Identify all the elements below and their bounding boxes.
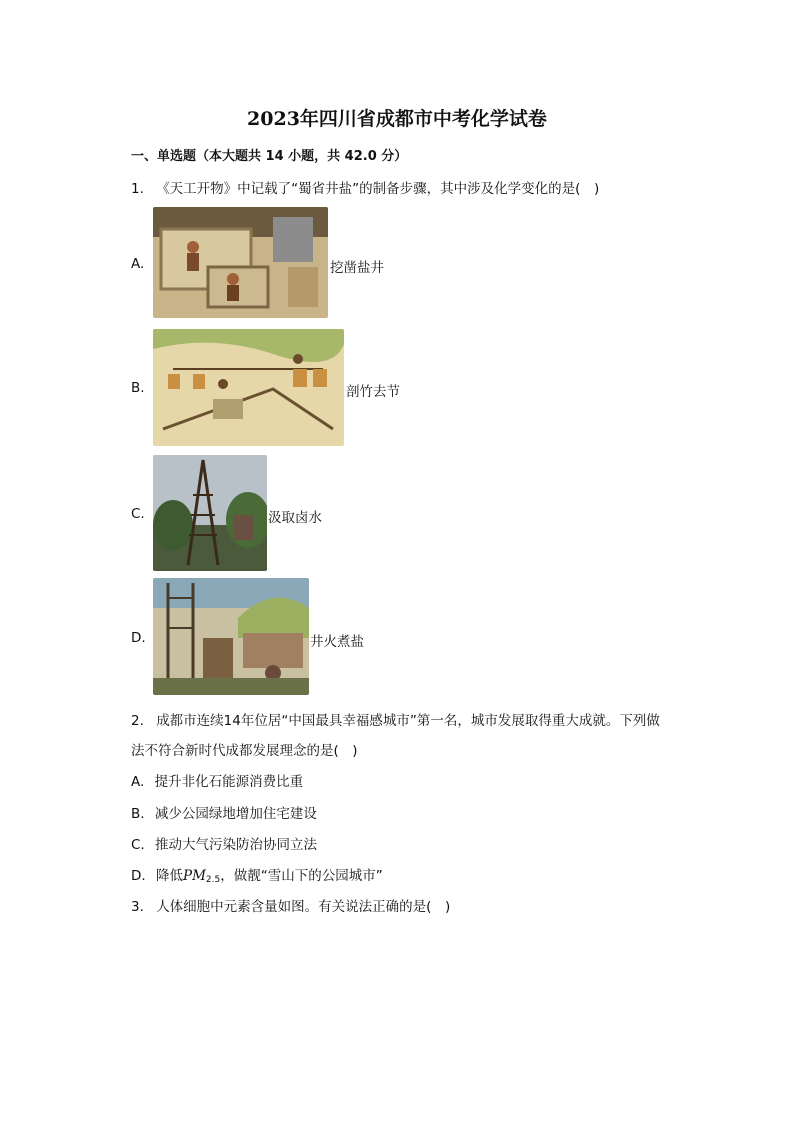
option-letter-d: D. bbox=[131, 630, 146, 646]
question-text: 《天工开物》中记载了“蜀省井盐”的制备步骤，其中涉及化学变化的是( ) bbox=[156, 181, 600, 197]
option-label: 推动大气污染防治协同立法 bbox=[155, 837, 318, 853]
question-1 bbox=[131, 177, 599, 197]
option-letter: A. bbox=[131, 774, 145, 790]
question-number: 1. bbox=[131, 181, 144, 197]
pm-subscript: 2.5 bbox=[205, 875, 221, 885]
salt-well-digging-image bbox=[153, 207, 328, 318]
option-letter: C. bbox=[131, 837, 145, 853]
option-label-c: 汲取卤水 bbox=[268, 510, 322, 526]
option-label-prefix: 降低 bbox=[155, 868, 183, 884]
q2-option-c bbox=[131, 833, 317, 853]
bamboo-splitting-image bbox=[153, 329, 344, 446]
option-label: 提升非化石能源消费比重 bbox=[154, 774, 304, 790]
option-label: 减少公园绿地增加住宅建设 bbox=[154, 806, 317, 822]
question-text-line-2: 法不符合新时代成都发展理念的是( ) bbox=[131, 743, 358, 759]
question-number: 2. bbox=[131, 713, 144, 729]
question-text: 人体细胞中元素含量如图。有关说法正确的是( ) bbox=[156, 899, 451, 915]
question-2 bbox=[131, 709, 660, 729]
option-letter-a: A. bbox=[131, 256, 145, 272]
brine-derrick-image bbox=[153, 455, 267, 571]
option-label-suffix: ，做靓“雪山下的公园城市” bbox=[220, 868, 383, 884]
option-label-b: 剖竹去节 bbox=[346, 384, 400, 400]
page-title: 2023年四川省成都市中考化学试卷 bbox=[247, 108, 547, 130]
option-letter: B. bbox=[131, 806, 145, 822]
question-text-line-1: 成都市连续14年位居“中国最具幸福感城市”第一名，城市发展取得重大成就。下列做 bbox=[156, 713, 660, 729]
q2-option-a bbox=[131, 770, 303, 790]
section-heading: 一、单选题（本大题共 14 小题，共 42.0 分） bbox=[131, 149, 408, 164]
question-number: 3. bbox=[131, 899, 144, 915]
option-label-a: 挖凿盐井 bbox=[330, 260, 384, 276]
option-letter-b: B. bbox=[131, 380, 145, 396]
option-letter-c: C. bbox=[131, 506, 145, 522]
q2-option-b bbox=[131, 802, 317, 822]
question-3 bbox=[131, 895, 450, 915]
pm-symbol: PM bbox=[182, 868, 206, 884]
option-label-d: 井火煮盐 bbox=[310, 634, 364, 650]
salt-boiling-image bbox=[153, 578, 309, 695]
q2-option-d bbox=[131, 864, 383, 885]
option-letter: D. bbox=[131, 868, 146, 884]
